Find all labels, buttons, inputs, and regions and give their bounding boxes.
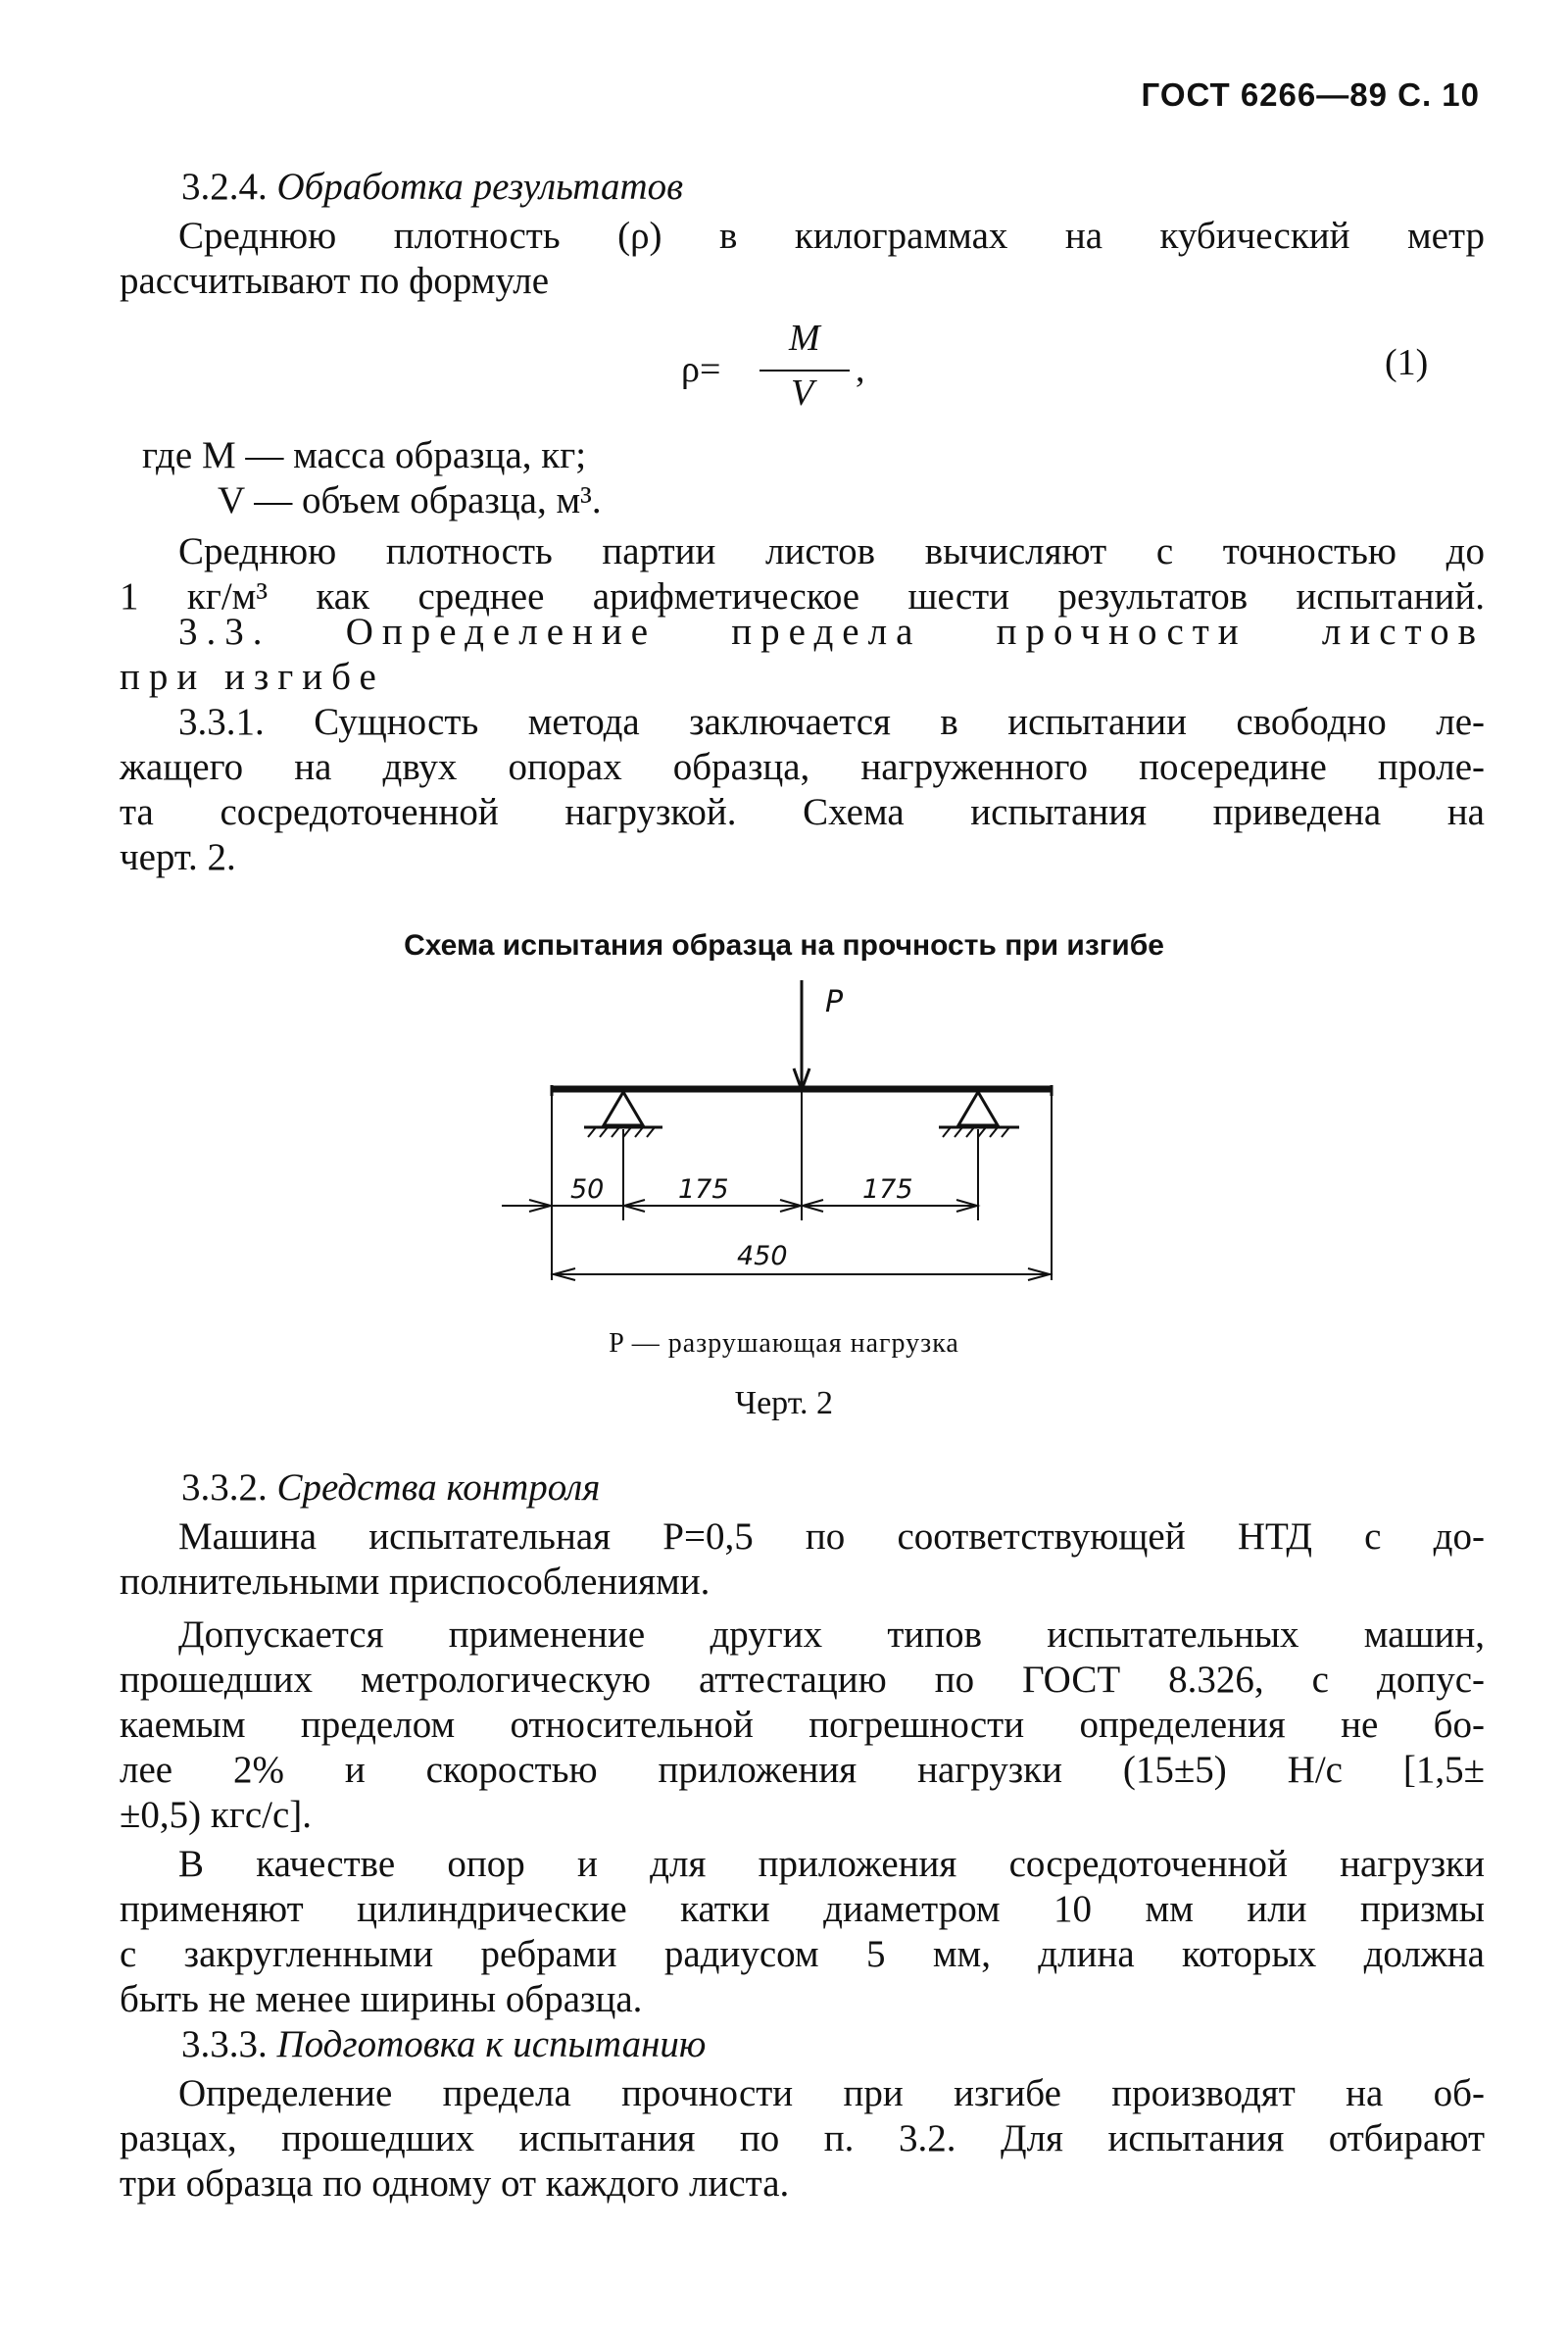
dimension-50: 50 (570, 1174, 605, 1205)
paragraph-line: 3.3.1. Сущность метода заключается в испытании свободно ле- (178, 701, 1485, 743)
paragraph-line: лее 2% и скоростью приложения нагрузки (15±5) Н/с [1,5± (120, 1749, 1485, 1791)
equation-number: (1) (1385, 342, 1429, 383)
section-number: 3.3.3. (181, 2023, 268, 2065)
paragraph-line: Определение предела прочности при изгибе производят на об- (178, 2072, 1485, 2114)
paragraph-line: рассчитывают по формуле (120, 260, 550, 302)
paragraph-line: жащего на двух опорах образца, нагруженного посередине проле- (120, 746, 1485, 788)
section-3-3-heading-cont: при изгибе (120, 656, 385, 698)
paragraph-line: 1 кг/м³ как среднее арифметическое шести результатов испытаний. (120, 575, 1485, 618)
paragraph-line: та сосредоточенной нагрузкой. Схема испытания приведена на (120, 791, 1485, 833)
paragraph-line: каемым пределом относительной погрешности определения не бо- (120, 1704, 1485, 1746)
formula-denominator: V (791, 372, 814, 414)
section-3-3-heading: 3.3. Определение предела прочности листов (178, 611, 1485, 653)
dimension-450: 450 (737, 1241, 788, 1271)
paragraph-line: полнительными приспособлениями. (120, 1561, 710, 1603)
paragraph-line: Среднюю плотность (ρ) в килограммах на кубический метр (178, 215, 1485, 257)
where-line-2: V — объем образца, м³. (218, 479, 602, 521)
paragraph-line: с закругленными ребрами радиусом 5 мм, длина которых должна (120, 1933, 1485, 1975)
paragraph-line: быть не менее ширины образца. (120, 1978, 643, 2020)
paragraph-line: Допускается применение других типов испытательных машин, (178, 1613, 1485, 1656)
bending-test-diagram (0, 970, 1568, 1314)
paragraph-line: В качестве опор и для приложения сосредоточенной нагрузки (178, 1843, 1485, 1885)
formula-trailing: , (856, 349, 865, 390)
figure-caption: P — разрушающая нагрузка (609, 1328, 959, 1359)
paragraph-line: Машина испытательная Р=0,5 по соответствующей НТД с до- (178, 1515, 1485, 1558)
page-header: ГОСТ 6266—89 С. 10 (1141, 76, 1480, 113)
section-number: 3.3.2. (181, 1466, 268, 1509)
formula-numerator: M (789, 318, 820, 359)
figure-title: Схема испытания образца на прочность при изгибе (404, 929, 1164, 962)
paragraph-line: три образца по одному от каждого листа. (120, 2162, 790, 2205)
section-3-3-2-heading (181, 1465, 600, 1511)
dimension-175-left: 175 (678, 1174, 729, 1205)
paragraph-line: разцах, прошедших испытания по п. 3.2. Для испытания отбирают (120, 2117, 1485, 2159)
paragraph-line: прошедших метрологическую аттестацию по ГОСТ 8.326, с допус- (120, 1659, 1485, 1701)
section-3-2-4-heading (181, 165, 683, 210)
dimension-175-right: 175 (862, 1174, 913, 1205)
drawing-number: Черт. 2 (734, 1385, 834, 1421)
where-line-1: где M — масса образца, кг; (142, 434, 587, 476)
formula-density (681, 318, 897, 415)
paragraph-line: применяют цилиндрические катки диаметром 10 мм или призмы (120, 1888, 1485, 1930)
load-label: P (825, 985, 844, 1019)
section-title: Обработка результатов (276, 166, 684, 208)
section-title: Подготовка к испытанию (276, 2023, 707, 2065)
section-title: Средства контроля (276, 1466, 601, 1509)
section-number: 3.2.4. (181, 166, 268, 208)
paragraph-line: черт. 2. (120, 836, 236, 878)
paragraph-line: Среднюю плотность партии листов вычисляют с точностью до (178, 530, 1485, 572)
section-3-3-3-heading (181, 2022, 706, 2067)
formula-lhs: ρ= (681, 349, 721, 390)
paragraph-line: ±0,5) кгс/с]. (120, 1794, 313, 1836)
